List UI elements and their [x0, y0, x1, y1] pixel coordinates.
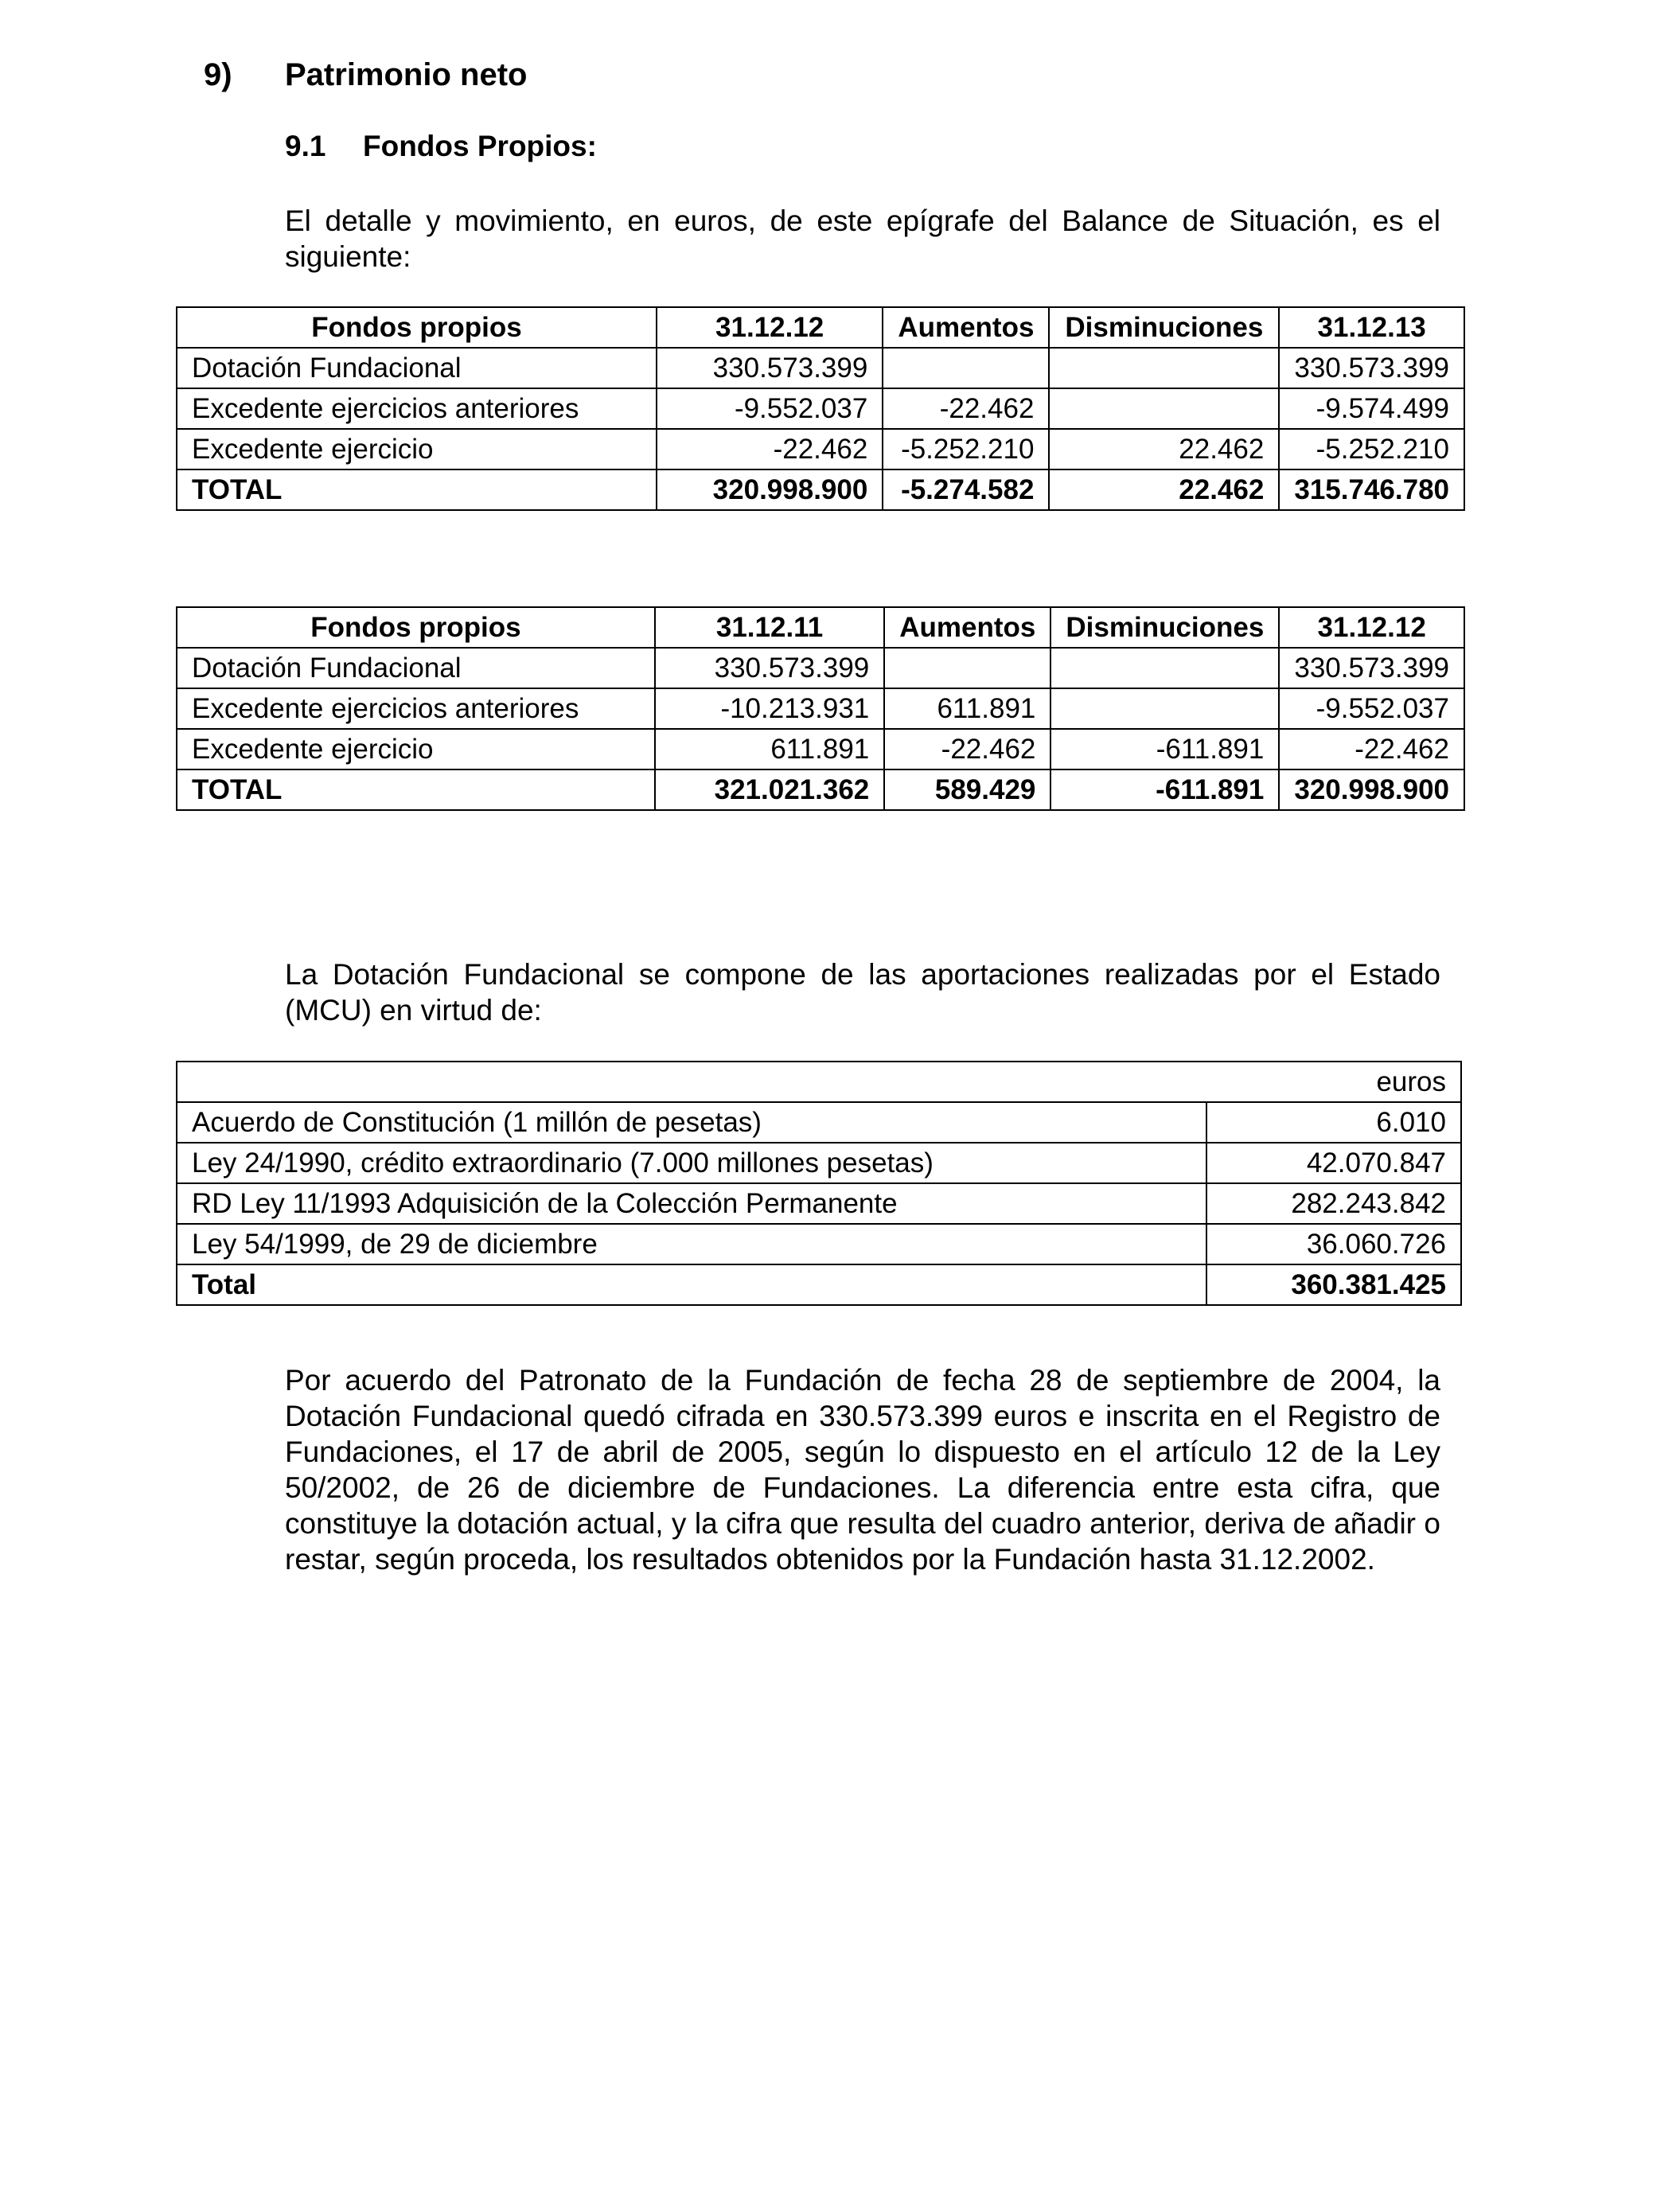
header-cell: 31.12.12: [657, 307, 883, 348]
cell-value: [1049, 388, 1279, 429]
total-value: 320.998.900: [657, 469, 883, 510]
total-label: Total: [177, 1264, 1206, 1305]
row-label: Excedente ejercicio: [177, 729, 655, 769]
row-label: Acuerdo de Constitución (1 millón de pesetas): [177, 1102, 1206, 1143]
cell-value: 22.462: [1049, 429, 1279, 469]
total-value: 315.746.780: [1279, 469, 1464, 510]
table-row: [177, 429, 1464, 469]
cell-value: -9.552.037: [657, 388, 883, 429]
cell-value: [883, 348, 1049, 388]
header-cell: Disminuciones: [1050, 607, 1279, 648]
table-row: [177, 348, 1464, 388]
row-label: Excedente ejercicios anteriores: [177, 388, 657, 429]
table-row: [177, 1102, 1461, 1143]
table-total-row: [177, 769, 1464, 810]
cell-value: 36.060.726: [1206, 1224, 1461, 1264]
row-label: Dotación Fundacional: [177, 648, 655, 688]
total-value: 589.429: [884, 769, 1050, 810]
cell-value: [1049, 348, 1279, 388]
header-cell: 31.12.12: [1279, 607, 1464, 648]
table-row: [177, 388, 1464, 429]
cell-value: [1050, 648, 1279, 688]
cell-value: -22.462: [1279, 729, 1464, 769]
cell-value: -9.574.499: [1279, 388, 1464, 429]
cell-value: 282.243.842: [1206, 1183, 1461, 1224]
table-total-row: [177, 1264, 1461, 1305]
total-value: -5.274.582: [883, 469, 1049, 510]
table-row: [177, 1143, 1461, 1183]
header-cell: Aumentos: [884, 607, 1050, 648]
cell-value: 6.010: [1206, 1102, 1461, 1143]
section-number: 9): [204, 57, 232, 92]
fondos-propios-table-2012: [176, 606, 1465, 811]
header-cell: Disminuciones: [1049, 307, 1279, 348]
cell-value: 330.573.399: [1279, 348, 1464, 388]
closing-paragraph: Por acuerdo del Patronato de la Fundación de fecha 28 de septiembre de 2004, la Dotación Fundacional quedó cifrada en 330.573.399 euros e inscrita en el Registro de Fundaciones, el 17 de abril de 2005, según lo dispuesto en el artículo 12 de la Ley 50/2002, de 26 de diciembre de Fundaciones. La diferencia entre esta cifra, que constituye la dotación actual, y la cifra que resulta del cuadro anterior, deriva de añadir o restar, según proceda, los resultados obtenidos por la Fundación hasta 31.12.2002.: [285, 1364, 1440, 1576]
cell-value: -22.462: [883, 388, 1049, 429]
dotacion-fundacional-table: [176, 1061, 1462, 1306]
row-label: Excedente ejercicios anteriores: [177, 688, 655, 729]
row-label: Ley 24/1990, crédito extraordinario (7.000 millones pesetas): [177, 1143, 1206, 1183]
cell-value: 330.573.399: [655, 648, 884, 688]
subsection-title: Fondos Propios:: [363, 130, 597, 162]
cell-value: 611.891: [655, 729, 884, 769]
total-value: 320.998.900: [1279, 769, 1464, 810]
table-row: [177, 1183, 1461, 1224]
cell-value: 42.070.847: [1206, 1143, 1461, 1183]
header-cell: 31.12.11: [655, 607, 884, 648]
section-title: Patrimonio neto: [285, 57, 528, 92]
total-label: TOTAL: [177, 769, 655, 810]
table-row: [177, 1224, 1461, 1264]
cell-value: -611.891: [1050, 729, 1279, 769]
cell-value: [884, 648, 1050, 688]
cell-value: 330.573.399: [657, 348, 883, 388]
header-cell: Fondos propios: [177, 307, 657, 348]
header-cell: 31.12.13: [1279, 307, 1464, 348]
header-cell: Fondos propios: [177, 607, 655, 648]
table-header-row: [177, 607, 1464, 648]
total-value: 22.462: [1049, 469, 1279, 510]
dotacion-intro-paragraph: La Dotación Fundacional se compone de las aportaciones realizadas por el Estado (MCU) en virtud de:: [285, 958, 1440, 1027]
cell-value: -9.552.037: [1279, 688, 1464, 729]
table-header-row: [177, 307, 1464, 348]
table-row: [177, 729, 1464, 769]
subsection-number: 9.1: [285, 130, 326, 162]
cell-value: -5.252.210: [883, 429, 1049, 469]
cell-value: [1050, 688, 1279, 729]
cell-value: -22.462: [657, 429, 883, 469]
table-row: [177, 648, 1464, 688]
cell-value: -5.252.210: [1279, 429, 1464, 469]
row-label: Ley 54/1999, de 29 de diciembre: [177, 1224, 1206, 1264]
total-value: -611.891: [1050, 769, 1279, 810]
fondos-propios-table-2013: [176, 306, 1465, 511]
row-label: RD Ley 11/1993 Adquisición de la Colección Permanente: [177, 1183, 1206, 1224]
cell-value: -10.213.931: [655, 688, 884, 729]
unit-row: [177, 1062, 1461, 1102]
cell-value: 330.573.399: [1279, 648, 1464, 688]
row-label: Excedente ejercicio: [177, 429, 657, 469]
total-label: TOTAL: [177, 469, 657, 510]
total-value: 360.381.425: [1206, 1264, 1461, 1305]
table-row: [177, 688, 1464, 729]
header-cell: Aumentos: [883, 307, 1049, 348]
table-total-row: [177, 469, 1464, 510]
intro-paragraph: El detalle y movimiento, en euros, de este epígrafe del Balance de Situación, es el siguiente:: [285, 205, 1440, 273]
total-value: 321.021.362: [655, 769, 884, 810]
cell-value: -22.462: [884, 729, 1050, 769]
unit-label: euros: [177, 1062, 1461, 1102]
row-label: Dotación Fundacional: [177, 348, 657, 388]
cell-value: 611.891: [884, 688, 1050, 729]
